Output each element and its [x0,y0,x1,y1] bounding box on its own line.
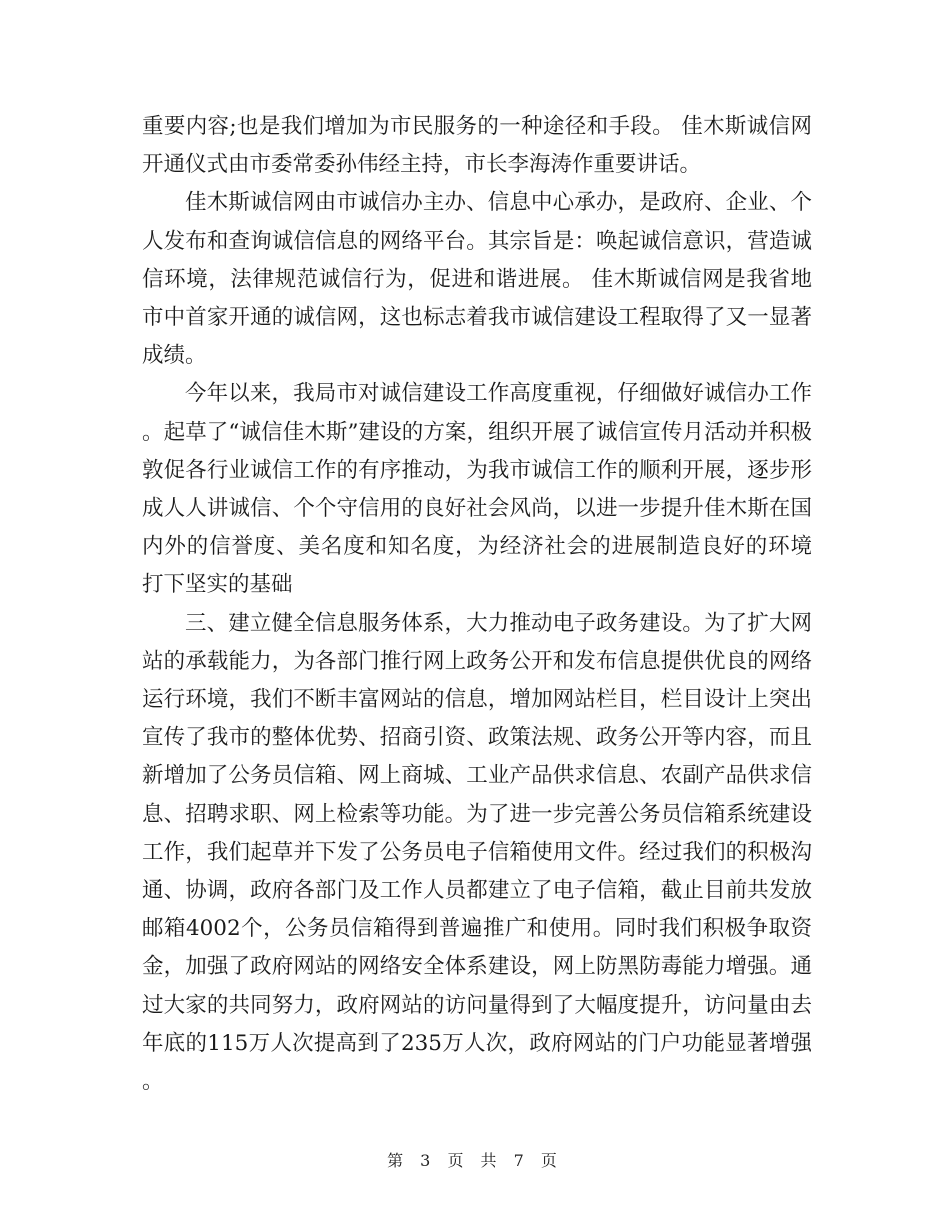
document-body [142,108,812,1101]
paragraph-1: 重要内容;也是我们增加为市民服务的一种途径和手段。 佳木斯诚信网开通仪式由市委常委孙伟经主持，市长李海涛作重要讲话。 [142,114,812,178]
page-number-footer: 第 3 页 共 7 页 [387,1151,563,1170]
paragraph-3: 今年以来，我局市对诚信建设工作高度重视，仔细做好诚信办工作。起草了“诚信佳木斯”建设的方案，组织开展了诚信宣传月活动并积极敦促各行业诚信工作的有序推动，为我市诚信工作的顺利开展，逐步形成人人讲诚信、个个守信用的良好社会风尚，以进一步提升佳木斯在国内外的信誉度、美名度和知名度，为经济社会的进展制造良好的环境 打下坚实的基础 [142,381,812,598]
paragraph-4: 三、建立健全信息服务体系，大力推动电子政务建设。为了扩大网站的承载能力，为各部门推行网上政务公开和发布信息提供优良的网络运行环境，我们不断丰富网站的信息，增加网站栏目，栏目设计上突出宣传了我市的整体优势、招商引资、政策法规、政务公开等内容，而且新增加了公务员信箱、网上商城、工业产品供求信息、农副产品供求信息、招聘求职、网上检索等功能。为了进一步完善公务员信箱系统建设工作，我们起草并下发了公务员电子信箱使用文件。经过我们的积极沟通、协调，政府各部门及工作人员都建立了电子信箱，截止目前共发放邮箱4002个，公务员信箱得到普遍推广和使用。同时我们积极争取资金，加强了政府网站的网络安全体系建设，网上防黑防毒能力增强。通过大家的共同努力，政府网站的访问量得到了大幅度提升，访问量由去年底的115万人次提高到了235万人次，政府网站的门户功能显著增强。 [142,610,812,1095]
paragraph-2: 佳木斯诚信网由市诚信办主办、信息中心承办，是政府、企业、个人发布和查询诚信信息的网络平台。其宗旨是：唤起诚信意识，营造诚信环境，法律规范诚信行为，促进和谐进展。 佳木斯诚信网是我省地市中首家开通的诚信网，这也标志着我市诚信建设工程取得了又一显著成绩。 [142,190,812,369]
